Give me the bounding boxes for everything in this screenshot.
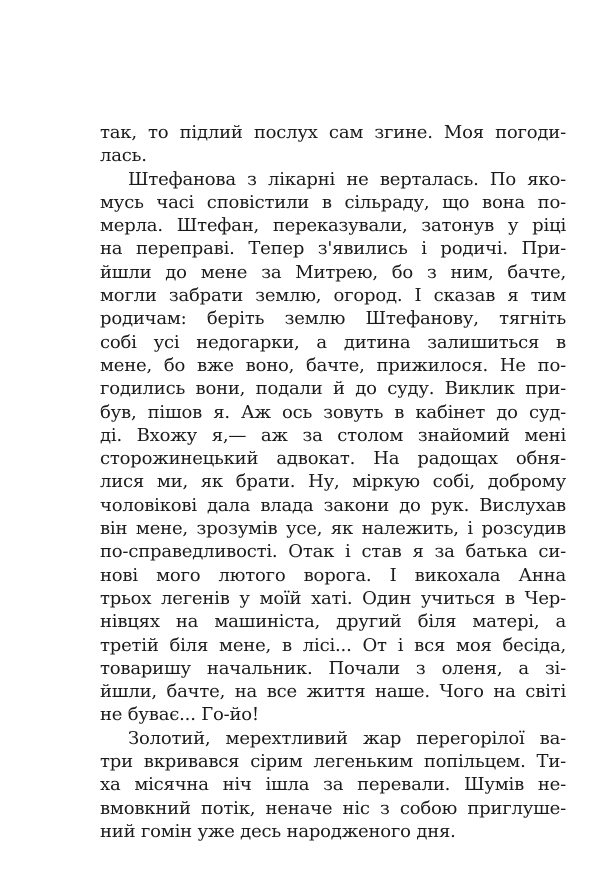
text-line: сторожинецький адвокат. На радощах обня-	[100, 448, 566, 470]
text-line: товаришу начальник. Почали з оленя, а зі-	[100, 657, 566, 679]
text-line: чоловікові дала влада закони до рук. Вислухав	[100, 494, 566, 516]
text-line: нові мого лютого ворога. І викохала Анна	[100, 564, 566, 586]
text-line: нівцях на машиніста, другий біля матері, а	[100, 611, 566, 633]
text-line: по-справедливості. Отак і став я за батька си-	[100, 541, 566, 563]
text-line: третій біля мене, в лісі... От і вся моя бесіда,	[100, 634, 566, 656]
paragraph	[100, 168, 566, 727]
book-page-text	[100, 121, 566, 843]
text-line: трьох легенів у моїй хаті. Один учиться в Чер-	[100, 587, 566, 609]
text-line: був, пішов я. Аж ось зовуть в кабінет до суд-	[100, 401, 566, 423]
text-line: він мене, зрозумів усе, як належить, і розсудив	[100, 518, 566, 540]
text-line: ний гомін уже десь народженого дня.	[100, 820, 456, 842]
text-line: Золотий, мерехтливий жар перегорілої ва-	[128, 727, 566, 749]
text-line: Штефанова з лікарні не верталась. По яко-	[128, 168, 566, 190]
text-line: ді. Вхожу я,— аж за столом знайомий мені	[100, 424, 566, 446]
text-line: могли забрати землю, огород. І сказав я тим	[100, 285, 566, 307]
text-line: годились вони, подали й до суду. Виклик при-	[100, 378, 566, 400]
text-line: мене, бо вже воно, бачте, прижилося. Не по-	[100, 354, 566, 376]
paragraph	[100, 121, 566, 168]
text-line: три вкривався сірим легеньким попільцем. Ти-	[100, 751, 566, 773]
text-line: родичам: беріть землю Штефанову, тягніть	[100, 308, 566, 330]
text-line: лися ми, як брати. Ну, міркую собі, доброму	[100, 471, 566, 493]
text-line: собі усі недогарки, а дитина залишиться в	[100, 331, 566, 353]
text-line: йшли, бачте, на все життя наше. Чого на світі	[100, 681, 566, 703]
paragraph	[100, 727, 566, 843]
text-line: ха місячна ніч ішла за перевали. Шумів не-	[100, 774, 566, 796]
text-line: на переправі. Тепер з'явились і родичі. При-	[100, 238, 566, 260]
text-line: мерла. Штефан, переказували, затонув у ріці	[100, 215, 566, 237]
text-line: йшли до мене за Митрею, бо з ним, бачте,	[100, 261, 566, 283]
text-line: мусь часі сповістили в сільраду, що вона по-	[100, 191, 566, 213]
text-line: лась.	[100, 145, 147, 167]
text-line: так, то підлий послух сам згине. Моя погоди-	[100, 122, 566, 143]
text-line: вмовкний потік, неначе ніс з собою приглуше-	[100, 797, 566, 819]
text-line: не буває... Го-йо!	[100, 704, 259, 726]
